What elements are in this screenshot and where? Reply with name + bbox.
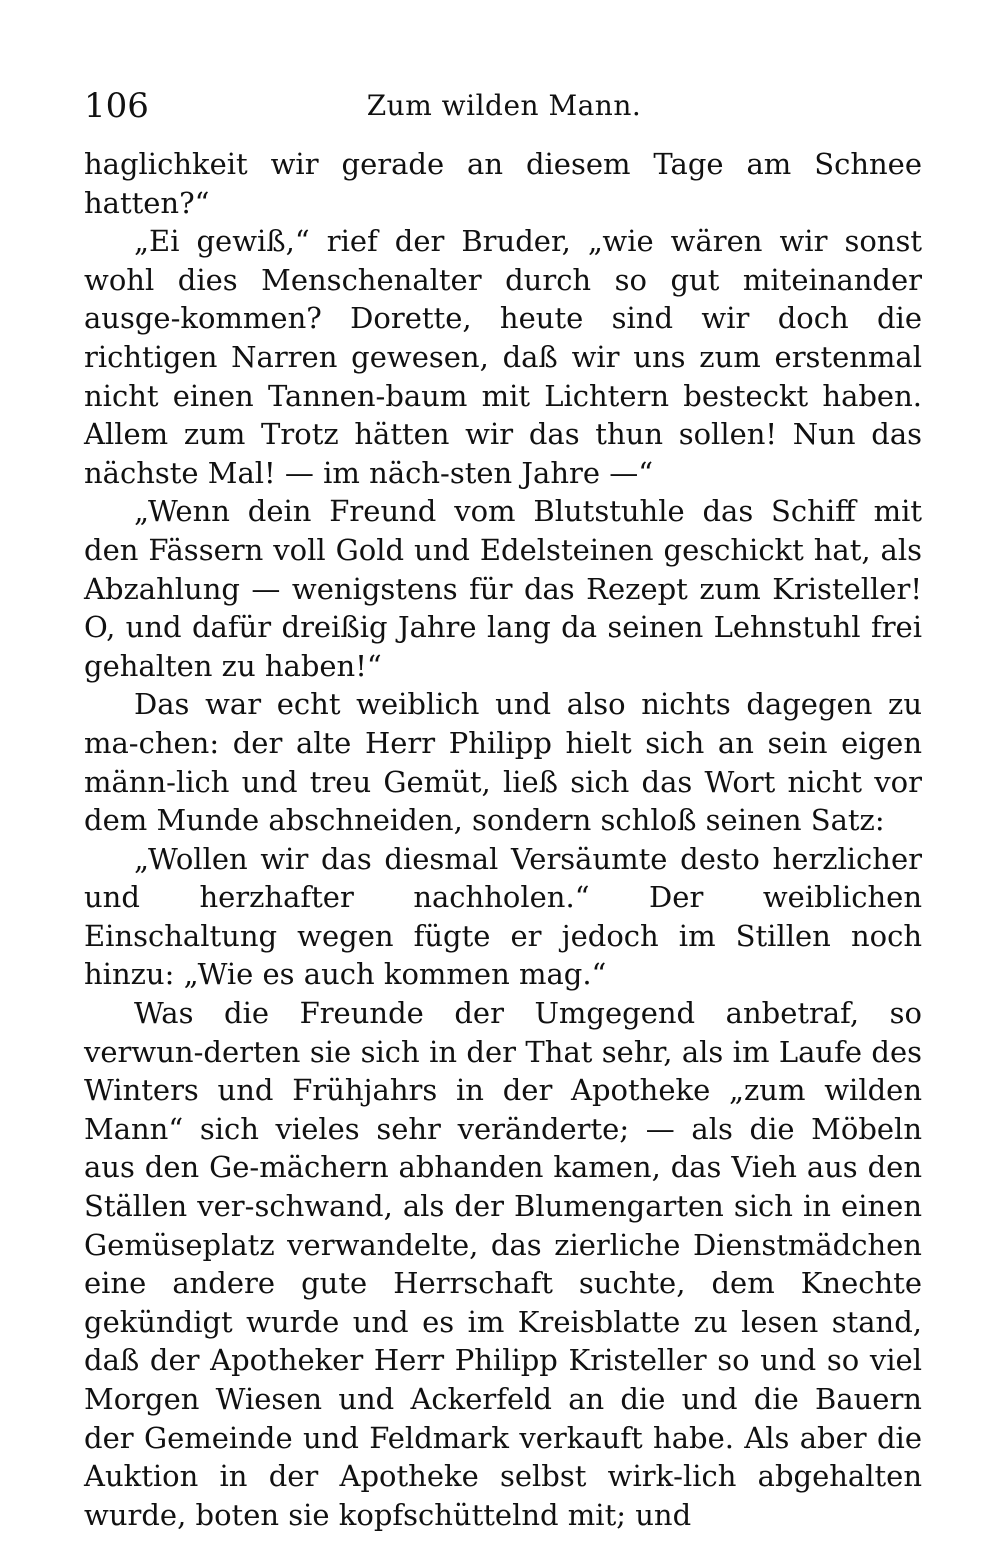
paragraph: „Wollen wir das diesmal Versäumte desto herzlicher und herzhafter nachholen.“ Der weiblichen Einschaltung wegen fügte er jedoch im Stillen noch hinzu: „Wie es auch kommen mag.“ (84, 841, 922, 992)
paragraph: „Wenn dein Freund vom Blutstuhle das Schiff mit den Fässern voll Gold und Edelsteinen geschickt hat, als Abzahlung — wenigstens für das Rezept zum Kristeller! O, und dafür dreißig Jahre lang da seinen Lehnstuhl frei gehalten zu haben!“ (84, 494, 922, 683)
paragraph: „Ei gewiß,“ rief der Bruder, „wie wären wir sonst wohl dies Menschenalter durch so gut miteinander ausge‑kommen? Dorette, heute sind wir doch die richtigen Narren gewesen, daß wir uns zum erstenmal nicht einen Tannen‑baum mit Lichtern besteckt haben. Allem zum Trotz hätten wir das thun sollen! Nun das nächste Mal! — im näch‑sten Jahre —“ (84, 224, 922, 490)
page-number: 106 (84, 86, 149, 126)
paragraph-continuation: haglichkeit wir gerade an diesem Tage am Schnee hatten?“ (84, 147, 922, 220)
paragraph: Was die Freunde der Umgegend anbetraf, so verwun‑derten sie sich in der That sehr, als im Laufe des Winters und Frühjahrs in der Apotheke „zum wilden Mann“ sich vieles sehr veränderte; — als die Möbeln aus den Ge‑mächern abhanden kamen, das Vieh aus den Ställen ver‑schwand, als der Blumengarten sich in einen Gemüseplatz verwandelte, das zierliche Dienstmädchen eine andere gute Herrschaft suchte, dem Knechte gekündigt wurde und es im Kreisblatte zu lesen stand, daß der Apotheker Herr Philipp Kristeller so und so viel Morgen Wiesen und Ackerfeld an die und die Bauern der Gemeinde und Feldmark verkauft habe. Als aber die Auktion in der Apotheke selbst wirk‑lich abgehalten wurde, boten sie kopfschüttelnd mit; und (84, 996, 922, 1532)
body-text (84, 145, 922, 1534)
running-title: Zum wilden Mann. (366, 89, 642, 122)
paragraph: Das war echt weiblich und also nichts dagegen zu ma‑chen: der alte Herr Philipp hielt sich an sein eigen männ‑lich und treu Gemüt, ließ sich das Wort nicht vor dem Munde abschneiden, sondern schloß seinen Satz: (84, 687, 922, 838)
page-header (84, 82, 924, 130)
